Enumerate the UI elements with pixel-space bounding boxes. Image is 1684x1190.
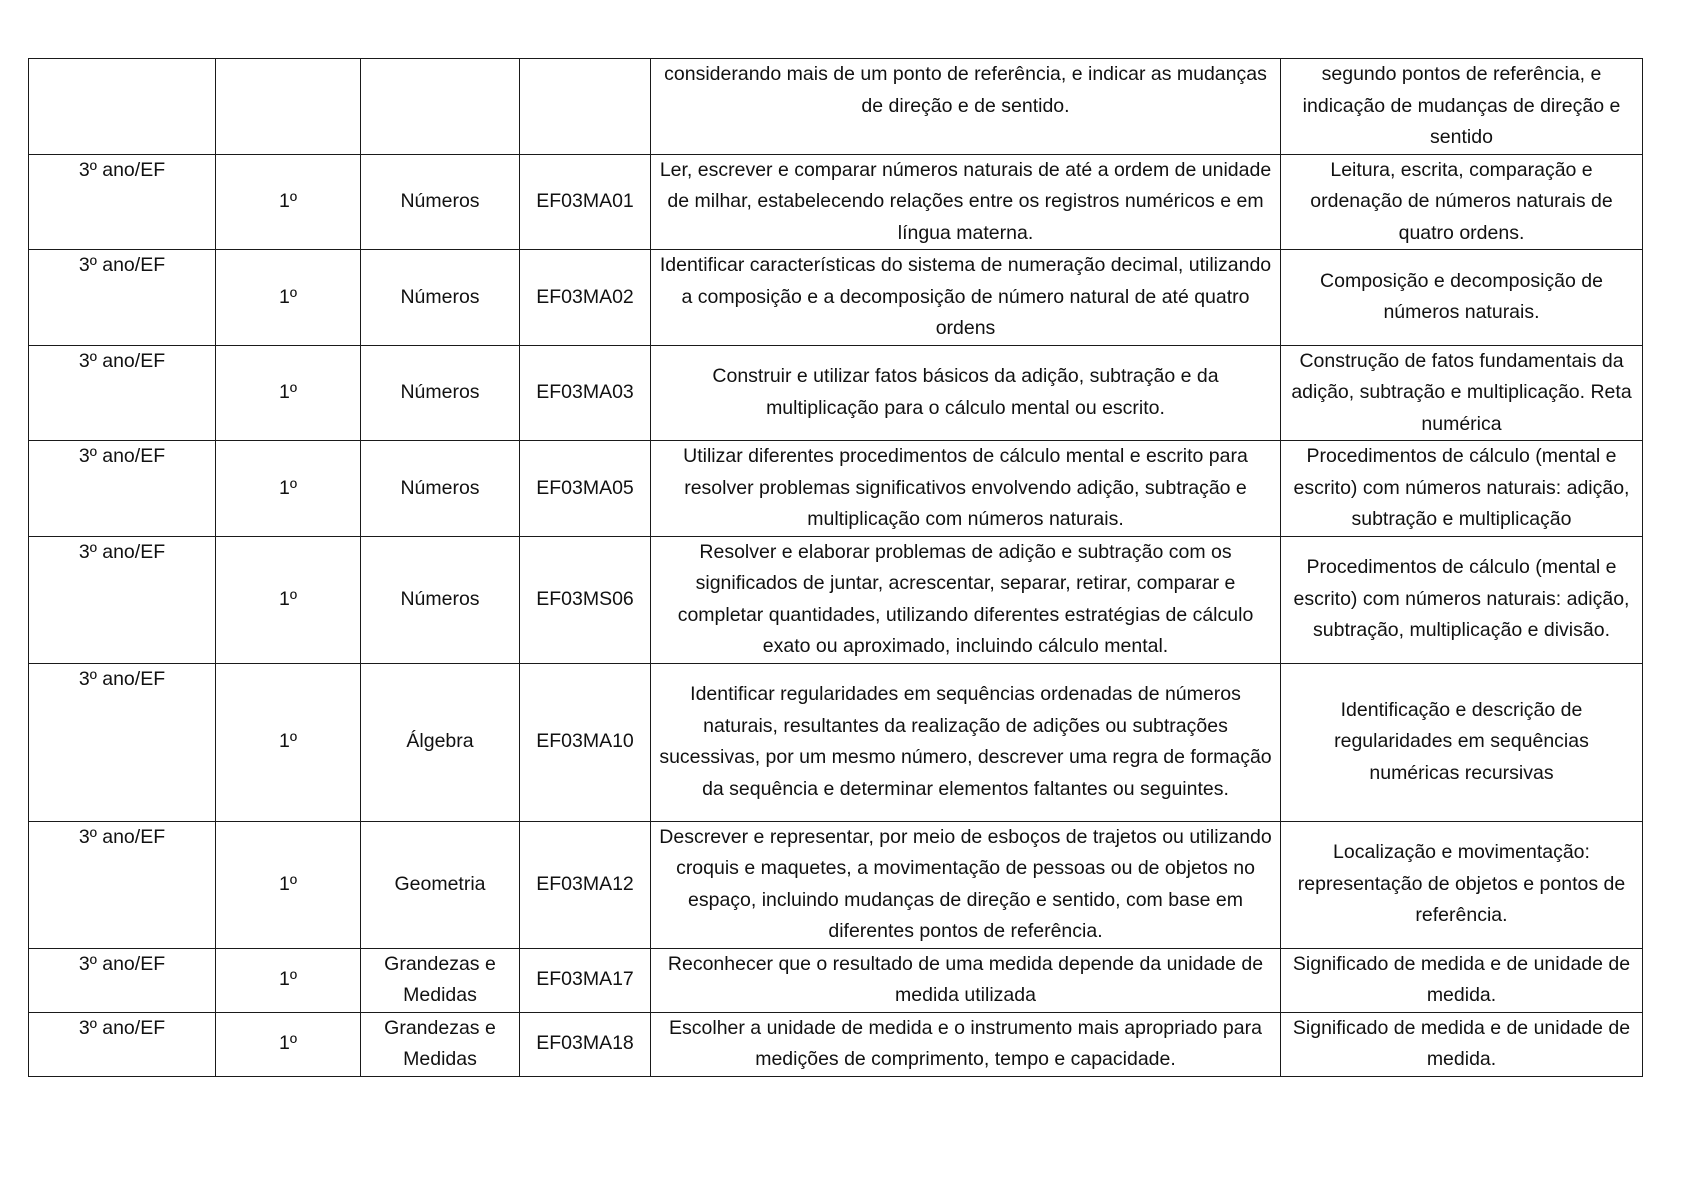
knowledge-object-cell: Procedimentos de cálculo (mental e escrito) com números naturais: adição, subtração, multiplicação e divisão. [1281, 536, 1643, 663]
skill-description-cell: considerando mais de um ponto de referência, e indicar as mudanças de direção e de sentido. [651, 59, 1281, 155]
knowledge-object-cell: Procedimentos de cálculo (mental e escrito) com números naturais: adição, subtração e multiplicação [1281, 441, 1643, 537]
knowledge-object-cell: Identificação e descrição de regularidades em sequências numéricas recursivas [1281, 663, 1643, 821]
skill-code-cell: EF03MA10 [520, 663, 651, 821]
skill-description-cell: Utilizar diferentes procedimentos de cálculo mental e escrito para resolver problemas significativos envolvendo adição, subtração e multiplicação com números naturais. [651, 441, 1281, 537]
year-cell [29, 59, 216, 155]
table-row [29, 663, 1643, 821]
year-cell: 3º ano/EF [29, 536, 216, 663]
year-cell: 3º ano/EF [29, 441, 216, 537]
skill-description-cell: Construir e utilizar fatos básicos da adição, subtração e da multiplicação para o cálculo mental ou escrito. [651, 345, 1281, 441]
term-cell: 1º [216, 663, 361, 821]
year-cell: 3º ano/EF [29, 154, 216, 250]
thematic-unit-cell: Grandezas e Medidas [361, 1012, 520, 1076]
skill-code-cell: EF03MA01 [520, 154, 651, 250]
knowledge-object-cell: Construção de fatos fundamentais da adição, subtração e multiplicação. Reta numérica [1281, 345, 1643, 441]
skill-code-cell: EF03MA03 [520, 345, 651, 441]
year-cell: 3º ano/EF [29, 821, 216, 948]
skill-code-cell: EF03MA17 [520, 948, 651, 1012]
skill-description-cell: Resolver e elaborar problemas de adição e subtração com os significados de juntar, acrescentar, separar, retirar, comparar e completar quantidades, utilizando diferentes estratégias de cálculo exato ou aproximado, incluindo cálculo mental. [651, 536, 1281, 663]
table-row [29, 250, 1643, 346]
knowledge-object-cell: Composição e decomposição de números naturais. [1281, 250, 1643, 346]
year-cell: 3º ano/EF [29, 948, 216, 1012]
skill-code-cell: EF03MA02 [520, 250, 651, 346]
thematic-unit-cell: Números [361, 154, 520, 250]
skill-description-cell: Descrever e representar, por meio de esboços de trajetos ou utilizando croquis e maquetes, a movimentação de pessoas ou de objetos no espaço, incluindo mudanças de direção e sentido, com base em diferentes pontos de referência. [651, 821, 1281, 948]
skill-code-cell: EF03MA18 [520, 1012, 651, 1076]
skill-description-cell: Escolher a unidade de medida e o instrumento mais apropriado para medições de comprimento, tempo e capacidade. [651, 1012, 1281, 1076]
year-cell: 3º ano/EF [29, 345, 216, 441]
year-cell: 3º ano/EF [29, 250, 216, 346]
knowledge-object-cell: Significado de medida e de unidade de medida. [1281, 948, 1643, 1012]
term-cell [216, 59, 361, 155]
table-row [29, 154, 1643, 250]
curriculum-table [28, 58, 1643, 1077]
term-cell: 1º [216, 1012, 361, 1076]
skill-description-cell: Reconhecer que o resultado de uma medida depende da unidade de medida utilizada [651, 948, 1281, 1012]
thematic-unit-cell: Números [361, 250, 520, 346]
term-cell: 1º [216, 821, 361, 948]
term-cell: 1º [216, 441, 361, 537]
thematic-unit-cell: Geometria [361, 821, 520, 948]
year-cell: 3º ano/EF [29, 663, 216, 821]
table-row-continuation [29, 59, 1643, 155]
skill-code-cell: EF03MA05 [520, 441, 651, 537]
table-row [29, 536, 1643, 663]
term-cell: 1º [216, 154, 361, 250]
thematic-unit-cell: Grandezas e Medidas [361, 948, 520, 1012]
skill-description-cell: Identificar regularidades em sequências ordenadas de números naturais, resultantes da realização de adições ou subtrações sucessivas, por um mesmo número, descrever uma regra de formação da sequência e determinar elementos faltantes ou seguintes. [651, 663, 1281, 821]
table-row [29, 821, 1643, 948]
skill-code-cell: EF03MS06 [520, 536, 651, 663]
thematic-unit-cell: Números [361, 536, 520, 663]
thematic-unit-cell: Álgebra [361, 663, 520, 821]
thematic-unit-cell: Números [361, 345, 520, 441]
skill-description-cell: Identificar características do sistema de numeração decimal, utilizando a composição e a decomposição de número natural de até quatro ordens [651, 250, 1281, 346]
skill-code-cell [520, 59, 651, 155]
table-row [29, 1012, 1643, 1076]
knowledge-object-cell: Localização e movimentação: representação de objetos e pontos de referência. [1281, 821, 1643, 948]
knowledge-object-cell: Significado de medida e de unidade de medida. [1281, 1012, 1643, 1076]
term-cell: 1º [216, 536, 361, 663]
knowledge-object-cell: Leitura, escrita, comparação e ordenação de números naturais de quatro ordens. [1281, 154, 1643, 250]
term-cell: 1º [216, 250, 361, 346]
skill-description-cell: Ler, escrever e comparar números naturais de até a ordem de unidade de milhar, estabelecendo relações entre os registros numéricos e em língua materna. [651, 154, 1281, 250]
year-cell: 3º ano/EF [29, 1012, 216, 1076]
skill-code-cell: EF03MA12 [520, 821, 651, 948]
table-row [29, 948, 1643, 1012]
table-row [29, 441, 1643, 537]
knowledge-object-cell: segundo pontos de referência, e indicação de mudanças de direção e sentido [1281, 59, 1643, 155]
thematic-unit-cell: Números [361, 441, 520, 537]
thematic-unit-cell [361, 59, 520, 155]
term-cell: 1º [216, 345, 361, 441]
table-row [29, 345, 1643, 441]
term-cell: 1º [216, 948, 361, 1012]
